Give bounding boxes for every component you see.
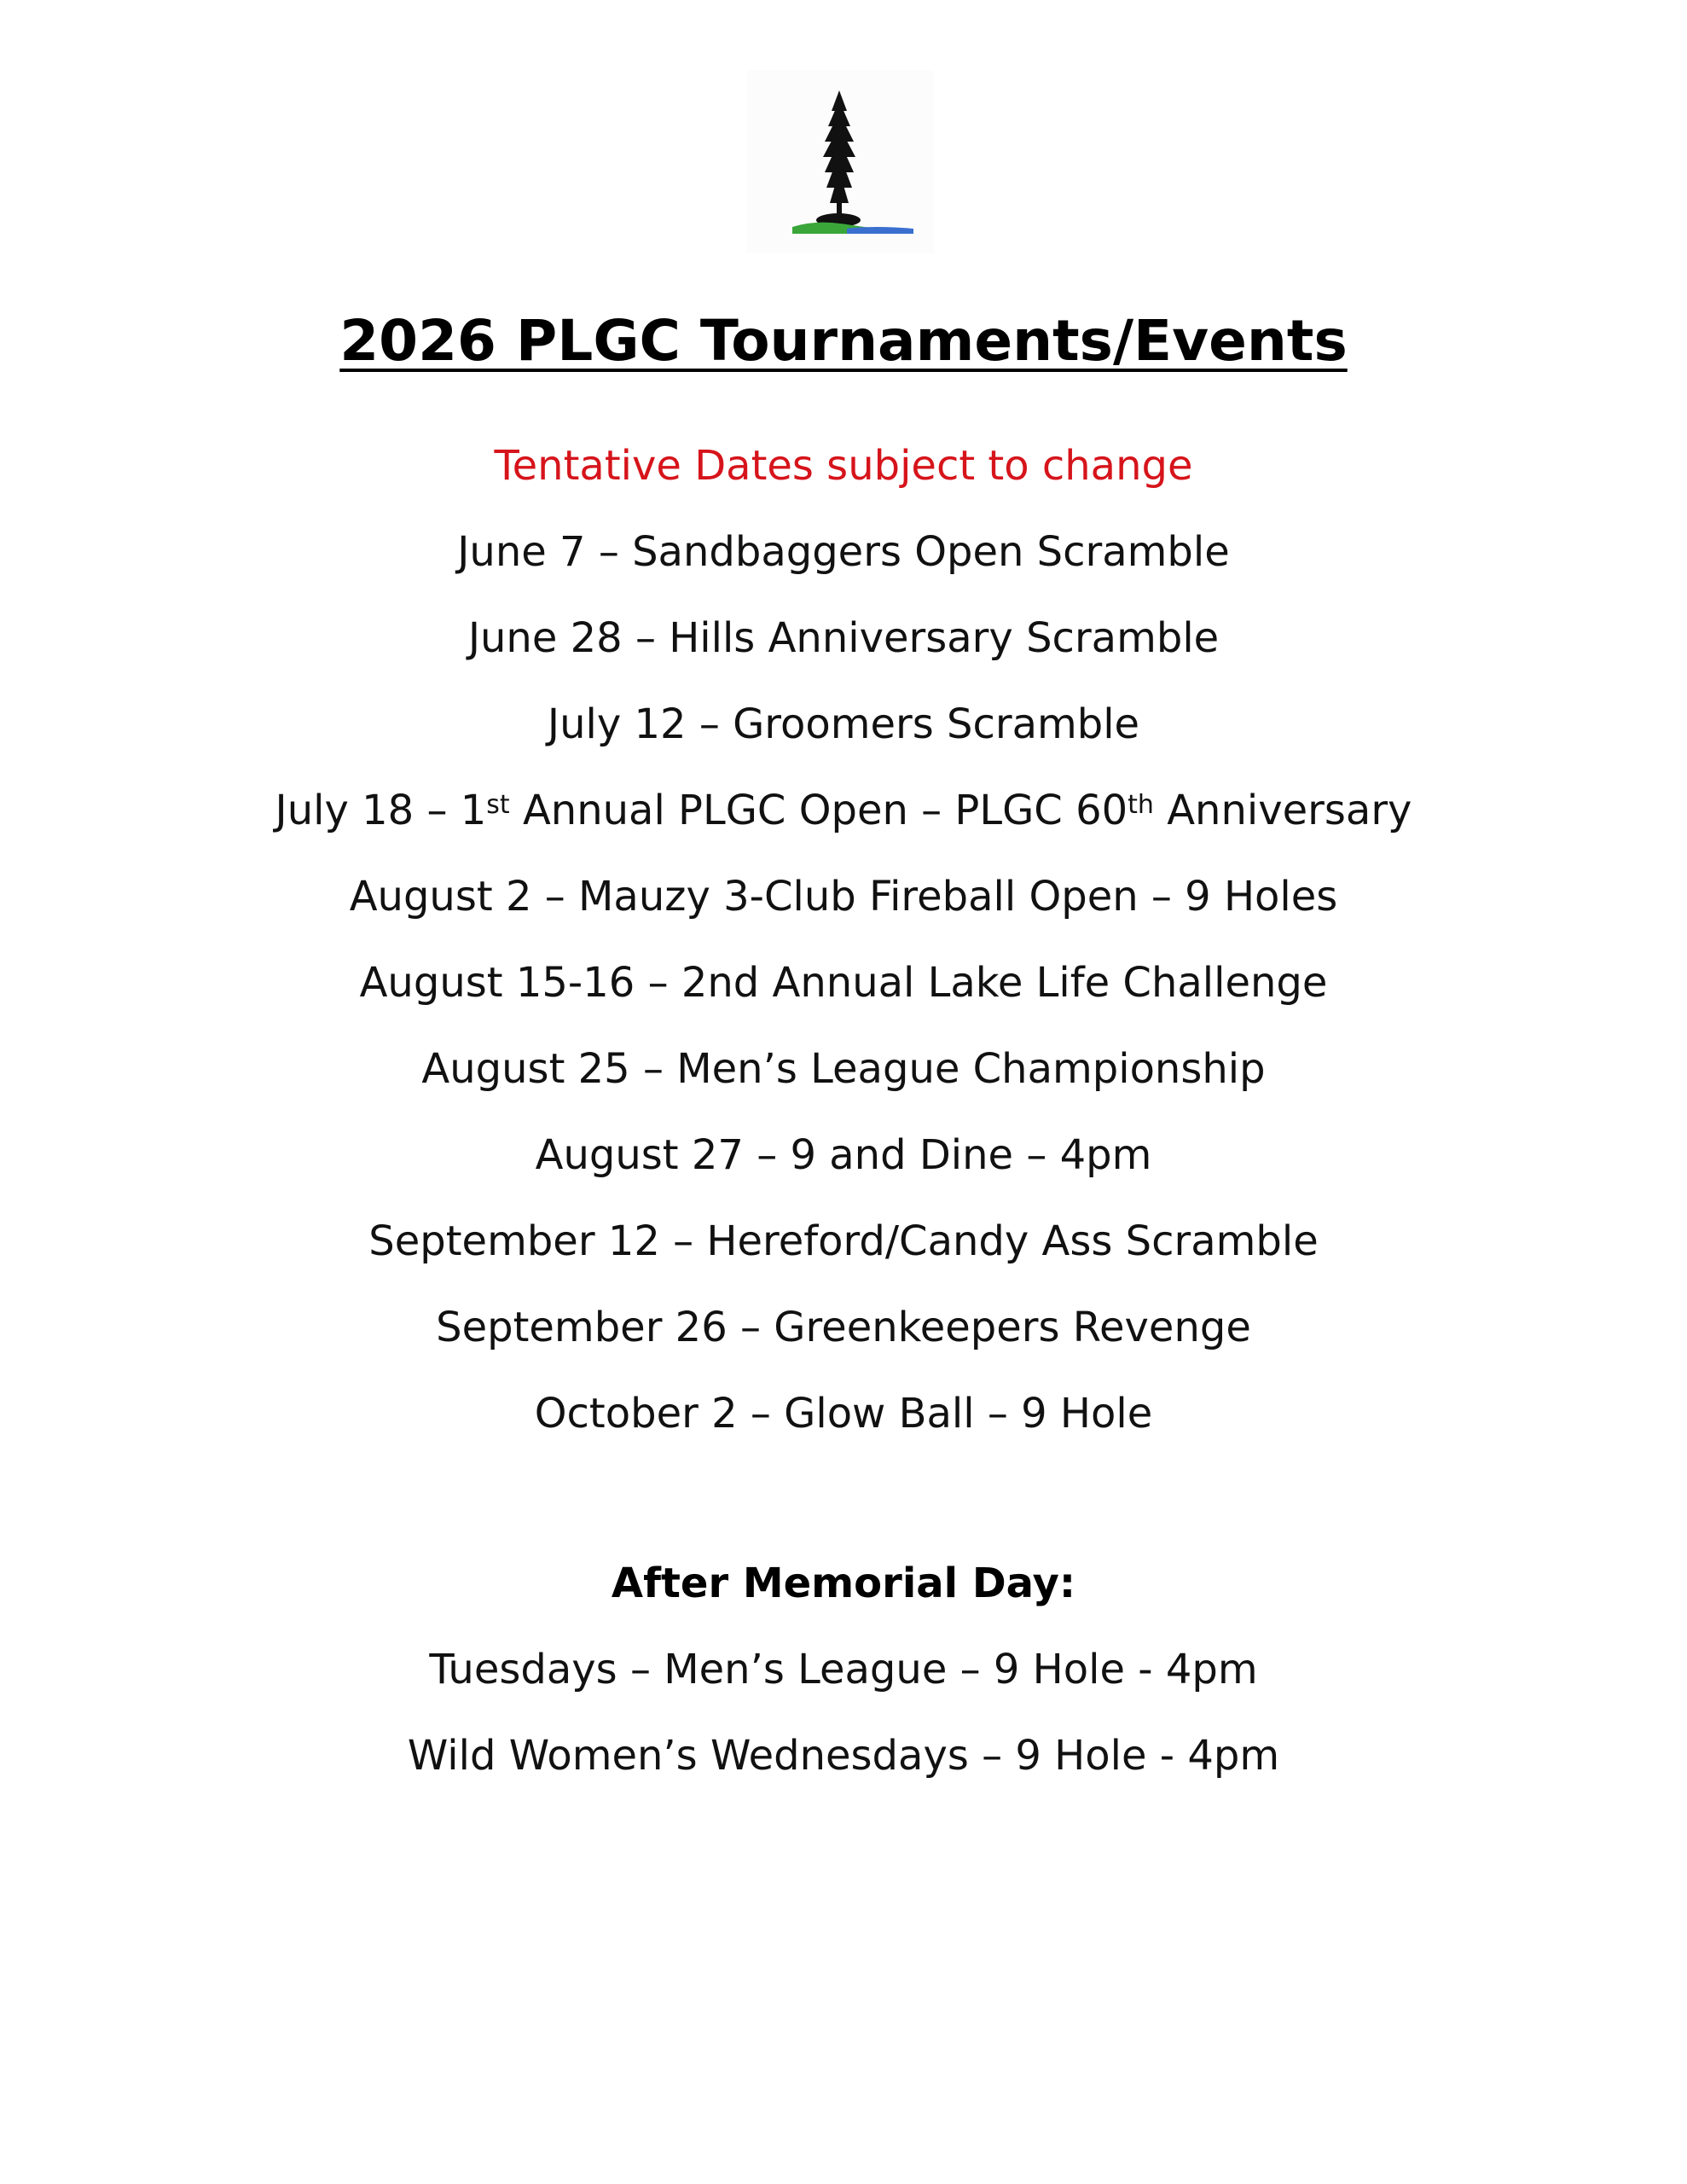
event-date: July 12 — [547, 700, 687, 748]
event-separator: – — [531, 873, 578, 921]
event-ordinal-suffix: st — [486, 790, 510, 820]
event-item — [0, 864, 1687, 950]
event-item — [0, 1381, 1687, 1467]
event-name: Mauzy 3-Club Fireball Open – 9 Holes — [578, 873, 1338, 921]
event-item — [0, 606, 1687, 692]
event-date: August 27 — [535, 1131, 744, 1179]
recurring-item: Tuesdays – Men’s League – 9 Hole - 4pm — [429, 1646, 1258, 1693]
event-date: July 18 — [275, 787, 415, 834]
event-item — [0, 1295, 1687, 1381]
recurring-item: Wild Women’s Wednesdays – 9 Hole - 4pm — [407, 1732, 1280, 1780]
pine-tree-logo-icon — [746, 70, 934, 253]
event-date: June 28 — [467, 614, 623, 662]
event-separator: – — [629, 1045, 677, 1093]
event-name: 2nd Annual Lake Life Challenge — [681, 959, 1328, 1007]
event-item — [0, 950, 1687, 1037]
event-name: Men’s League Championship — [676, 1045, 1266, 1093]
event-date: September 26 — [436, 1304, 728, 1351]
recurring-heading: After Memorial Day: — [611, 1560, 1076, 1607]
event-ordinal-number: 1 — [460, 787, 487, 834]
event-item — [0, 1209, 1687, 1295]
event-date: October 2 — [534, 1390, 738, 1438]
event-separator: – — [635, 959, 681, 1007]
page-title: 2026 PLGC Tournaments/Events — [339, 308, 1348, 374]
event-item — [0, 778, 1687, 864]
event-item — [0, 520, 1687, 606]
event-name: Hills Anniversary Scramble — [669, 614, 1220, 662]
event-date: June 7 — [457, 528, 586, 576]
event-separator: – — [659, 1217, 707, 1265]
event-name: Annual PLGC Open – PLGC 60 — [522, 787, 1128, 834]
recurring-list — [0, 1637, 1687, 1809]
events-list — [0, 520, 1687, 1467]
event-separator: – — [686, 700, 733, 748]
event-name: 9 and Dine – 4pm — [790, 1131, 1152, 1179]
event-separator: – — [727, 1304, 774, 1351]
event-item — [0, 692, 1687, 778]
event-separator: – — [737, 1390, 785, 1438]
event-date: August 15-16 — [359, 959, 635, 1007]
event-anniversary-suffix: th — [1128, 790, 1154, 820]
event-name-end: Anniversary — [1167, 787, 1412, 834]
event-item — [0, 1037, 1687, 1123]
event-date: September 12 — [368, 1217, 660, 1265]
event-name: Hereford/Candy Ass Scramble — [706, 1217, 1319, 1265]
event-separator: – — [622, 614, 670, 662]
tentative-notice: Tentative Dates subject to change — [494, 442, 1193, 490]
event-date: August 2 — [349, 873, 532, 921]
event-name: Greenkeepers Revenge — [774, 1304, 1251, 1351]
event-name: Sandbaggers Open Scramble — [632, 528, 1230, 576]
event-separator: – — [414, 787, 461, 834]
event-name: Groomers Scramble — [733, 700, 1140, 748]
event-name: Glow Ball – 9 Hole — [784, 1390, 1153, 1438]
event-date: August 25 — [421, 1045, 630, 1093]
event-item — [0, 1123, 1687, 1209]
event-separator: – — [743, 1131, 791, 1179]
event-separator: – — [585, 528, 633, 576]
